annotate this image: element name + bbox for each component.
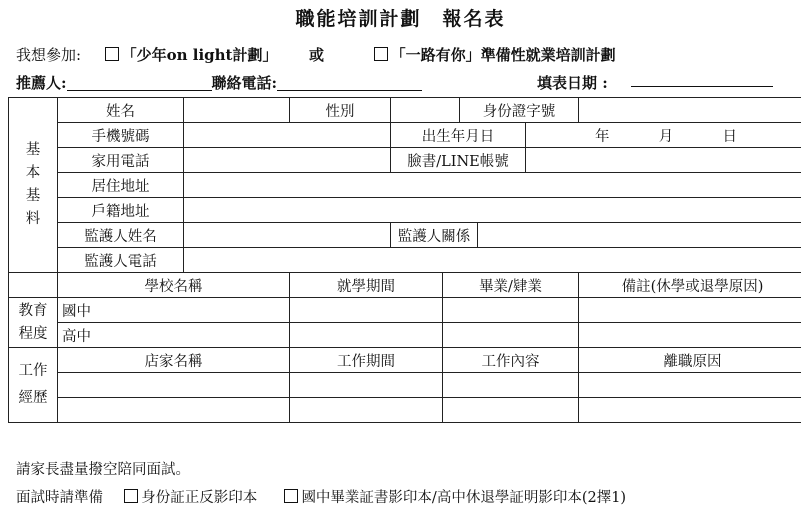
option2-checkbox[interactable] — [374, 47, 388, 61]
gender-field[interactable] — [391, 98, 460, 123]
work-header-reason: 離職原因 — [579, 348, 801, 373]
household-field[interactable] — [184, 198, 801, 223]
education-spacer — [9, 273, 58, 298]
id-field[interactable] — [579, 98, 801, 123]
guardian-phone-field[interactable] — [184, 248, 801, 273]
parent-note: 請家長盡量撥空陪同面試。 — [16, 462, 190, 478]
option2-label: 「一路有你」準備性就業培訓計劃 — [390, 46, 616, 64]
date-label: 填表日期 : — [537, 74, 608, 92]
home-phone-field[interactable] — [184, 148, 391, 173]
option1-label: 「少年on light計劃」 — [121, 46, 278, 64]
referrer-label: 推薦人: — [16, 74, 67, 92]
program-selection — [16, 44, 616, 65]
address-label: 居住地址 — [58, 173, 184, 198]
documents-note — [16, 486, 626, 507]
work-section-label: 工作 經歷 — [9, 348, 58, 423]
birth-label: 出生年月日 — [391, 123, 526, 148]
form-title: 職能培訓計劃 報名表 — [295, 8, 506, 30]
edu-row-junior[interactable]: 國中 — [58, 298, 290, 323]
name-label: 姓名 — [58, 98, 184, 123]
guardian-relation-field[interactable] — [478, 223, 801, 248]
social-field[interactable] — [526, 148, 801, 173]
id-label: 身份證字號 — [460, 98, 579, 123]
gender-label: 性別 — [290, 98, 391, 123]
edu-senior-status[interactable] — [443, 323, 579, 348]
work-row2-period[interactable] — [290, 398, 443, 423]
work-row2-reason[interactable] — [579, 398, 801, 423]
referrer-field[interactable] — [67, 76, 212, 91]
option1-checkbox[interactable] — [105, 47, 119, 61]
home-phone-label: 家用電話 — [58, 148, 184, 173]
doc1-checkbox[interactable] — [124, 489, 138, 503]
mobile-field[interactable] — [184, 123, 391, 148]
work-row2-shop[interactable] — [58, 398, 290, 423]
phone-field[interactable] — [277, 76, 422, 91]
education-section-label: 教育 程度 — [9, 298, 58, 348]
registration-table — [8, 97, 801, 423]
doc1-label: 身份証正反影印本 — [141, 490, 258, 506]
documents-prefix: 面試時請準備 — [16, 490, 103, 506]
work-row1-reason[interactable] — [579, 373, 801, 398]
guardian-relation-label: 監護人關係 — [391, 223, 478, 248]
mobile-label: 手機號碼 — [58, 123, 184, 148]
edu-junior-period[interactable] — [290, 298, 443, 323]
program-prefix: 我想參加: — [16, 46, 82, 64]
phone-label: 聯絡電話: — [211, 74, 278, 92]
or-word: 或 — [309, 46, 325, 64]
work-row2-content[interactable] — [443, 398, 579, 423]
address-field[interactable] — [184, 173, 801, 198]
guardian-name-field[interactable] — [184, 223, 391, 248]
guardian-phone-label: 監護人電話 — [58, 248, 184, 273]
doc2-checkbox[interactable] — [284, 489, 298, 503]
work-row1-content[interactable] — [443, 373, 579, 398]
work-row1-shop[interactable] — [58, 373, 290, 398]
social-label: 臉書/LINE帳號 — [391, 148, 526, 173]
date-field[interactable] — [631, 86, 773, 87]
guardian-name-label: 監護人姓名 — [58, 223, 184, 248]
edu-senior-period[interactable] — [290, 323, 443, 348]
work-header-shop: 店家名稱 — [58, 348, 290, 373]
edu-senior-note[interactable] — [579, 323, 801, 348]
edu-header-period: 就學期間 — [290, 273, 443, 298]
edu-header-school: 學校名稱 — [58, 273, 290, 298]
edu-header-note: 備註(休學或退學原因) — [579, 273, 801, 298]
basic-section-label: 基 本 基 料 — [9, 98, 58, 273]
referrer-line — [16, 72, 422, 93]
work-header-content: 工作內容 — [443, 348, 579, 373]
birth-field[interactable]: 年 月 日 — [526, 123, 801, 148]
work-row1-period[interactable] — [290, 373, 443, 398]
edu-row-senior[interactable]: 高中 — [58, 323, 290, 348]
doc2-label: 國中畢業証書影印本/高中休退學証明影印本(2擇1) — [301, 490, 627, 506]
edu-junior-status[interactable] — [443, 298, 579, 323]
household-label: 戶籍地址 — [58, 198, 184, 223]
edu-junior-note[interactable] — [579, 298, 801, 323]
work-header-period: 工作期間 — [290, 348, 443, 373]
name-field[interactable] — [184, 98, 290, 123]
edu-header-status: 畢業/肄業 — [443, 273, 579, 298]
